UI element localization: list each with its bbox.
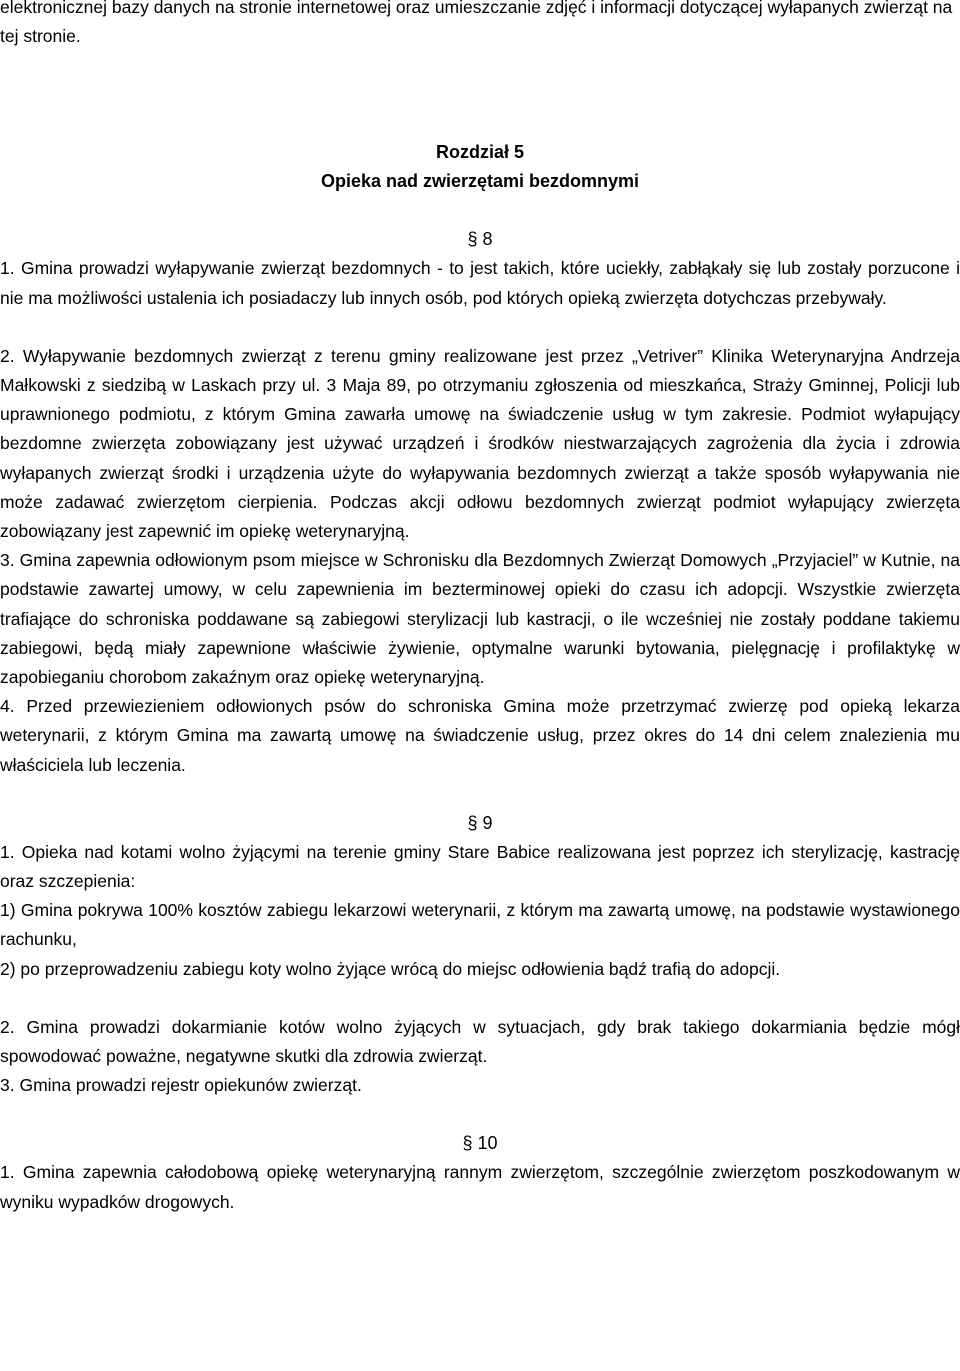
spacer — [0, 984, 960, 1013]
paragraph-9-1-2: 2) po przeprowadzeniu zabiegu koty wolno żyjące wrócą do miejsc odłowienia bądź trafią do adopcji. — [0, 958, 781, 979]
paragraph-9-2: 2. Gmina prowadzi dokarmianie kotów wolno żyjących w sytuacjach, gdy brak takiego dokarmiania będzie mógł spowodować poważne, negatywne skutki dla zdrowia zwierząt. — [0, 1016, 960, 1067]
chapter-title: Opieka nad zwierzętami bezdomnymi — [320, 171, 640, 192]
paragraph-8-4: 4. Przed przewiezieniem odłowionych psów do schroniska Gmina może przetrzymać zwierzę pod opieką lekarza weterynarii, z którym Gmina ma zawartą umowę na świadczenie usług, przez okres do 14 dni celem znalezienia mu właściciela lub leczenia. — [0, 696, 960, 775]
section-sign-8: § 8 — [467, 229, 493, 250]
spacer — [0, 196, 960, 225]
spacer — [0, 51, 960, 109]
section-sign-10: § 10 — [462, 1133, 498, 1154]
spacer — [0, 1100, 960, 1129]
paragraph-8-1: 1. Gmina prowadzi wyłapywanie zwierząt bezdomnych - to jest takich, które uciekły, zabłąkały się lub zostały porzucone i nie ma możliwości ustalenia ich posiadaczy lub innych osób, pod których opieką zwierzęta dotychczas przebywały. — [0, 258, 960, 308]
paragraph-9-3: 3. Gmina prowadzi rejestr opiekunów zwierząt. — [0, 1075, 362, 1096]
paragraph-8-2: 2. Wyłapywanie bezdomnych zwierząt z terenu gminy realizowane jest przez „Vetriver” Klinika Weterynaryjna Andrzeja Małkowski z siedzibą w Laskach przy ul. 3 Maja 89, po otrzymaniu zgłoszenia od mieszkańca, Straży Gminnej, Policji lub uprawnionego podmiotu, z którym Gmina zawarła umowę na świadczenie usług w tym zakresie. Podmiot wyłapujący bezdomne zwierzęta zobowiązany jest używać urządzeń i środków niestwarzających zagrożenia dla życia i zdrowia wyłapanych zwierząt środki i urządzenia użyte do wyłapywania bezdomnych zwierząt a także sposób wyłapywania nie może zadawać zwierzętom cierpienia. Podczas akcji odłowu bezdomnych zwierząt podmiot wyłapujący zwierzęta zobowiązany jest zapewnić im opiekę weterynaryjną. — [0, 345, 960, 542]
spacer — [0, 780, 960, 809]
spacer — [0, 313, 960, 342]
paragraph-8-3: 3. Gmina zapewnia odłowionym psom miejsce w Schronisku dla Bezdomnych Zwierząt Domowych „Przyjaciel” w Kutnie, na podstawie zawartej umowy, w celu zapewnienia im bezterminowej opieki do czasu ich adopcji. Wszystkie zwierzęta trafiające do schroniska poddawane są zabiegowi sterylizacji lub kastracji, o ile wcześniej nie zostały poddane takiemu zabiegowi, będą miały zapewnione właściwie żywienie, optymalne warunki bytowania, pielęgnację i profilaktykę w zapobieganiu chorobom zakaźnym oraz opiekę weterynaryjną. — [0, 550, 960, 688]
paragraph-10-1: 1. Gmina zapewnia całodobową opiekę weterynaryjną rannym zwierzętom, szczególnie zwierzętom poszkodowanym w wyniku wypadków drogowych. — [0, 1162, 960, 1212]
paragraph-9-1: 1. Opieka nad kotami wolno żyjącymi na terenie gminy Stare Babice realizowana jest poprzez ich sterylizację, kastrację oraz szczepienia: — [0, 841, 960, 892]
continued-paragraph: elektronicznej bazy danych na stronie internetowej oraz umieszczanie zdjęć i informacji dotyczącej wyłapanych zwierząt na tej stronie. — [0, 0, 953, 47]
section-sign-9: § 9 — [467, 812, 493, 833]
chapter-number: Rozdział 5 — [435, 142, 524, 163]
paragraph-9-1-1: 1) Gmina pokrywa 100% kosztów zabiegu lekarzowi weterynarii, z którym ma zawartą umowę, na podstawie wystawionego rachunku, — [0, 900, 960, 950]
spacer — [0, 109, 960, 138]
